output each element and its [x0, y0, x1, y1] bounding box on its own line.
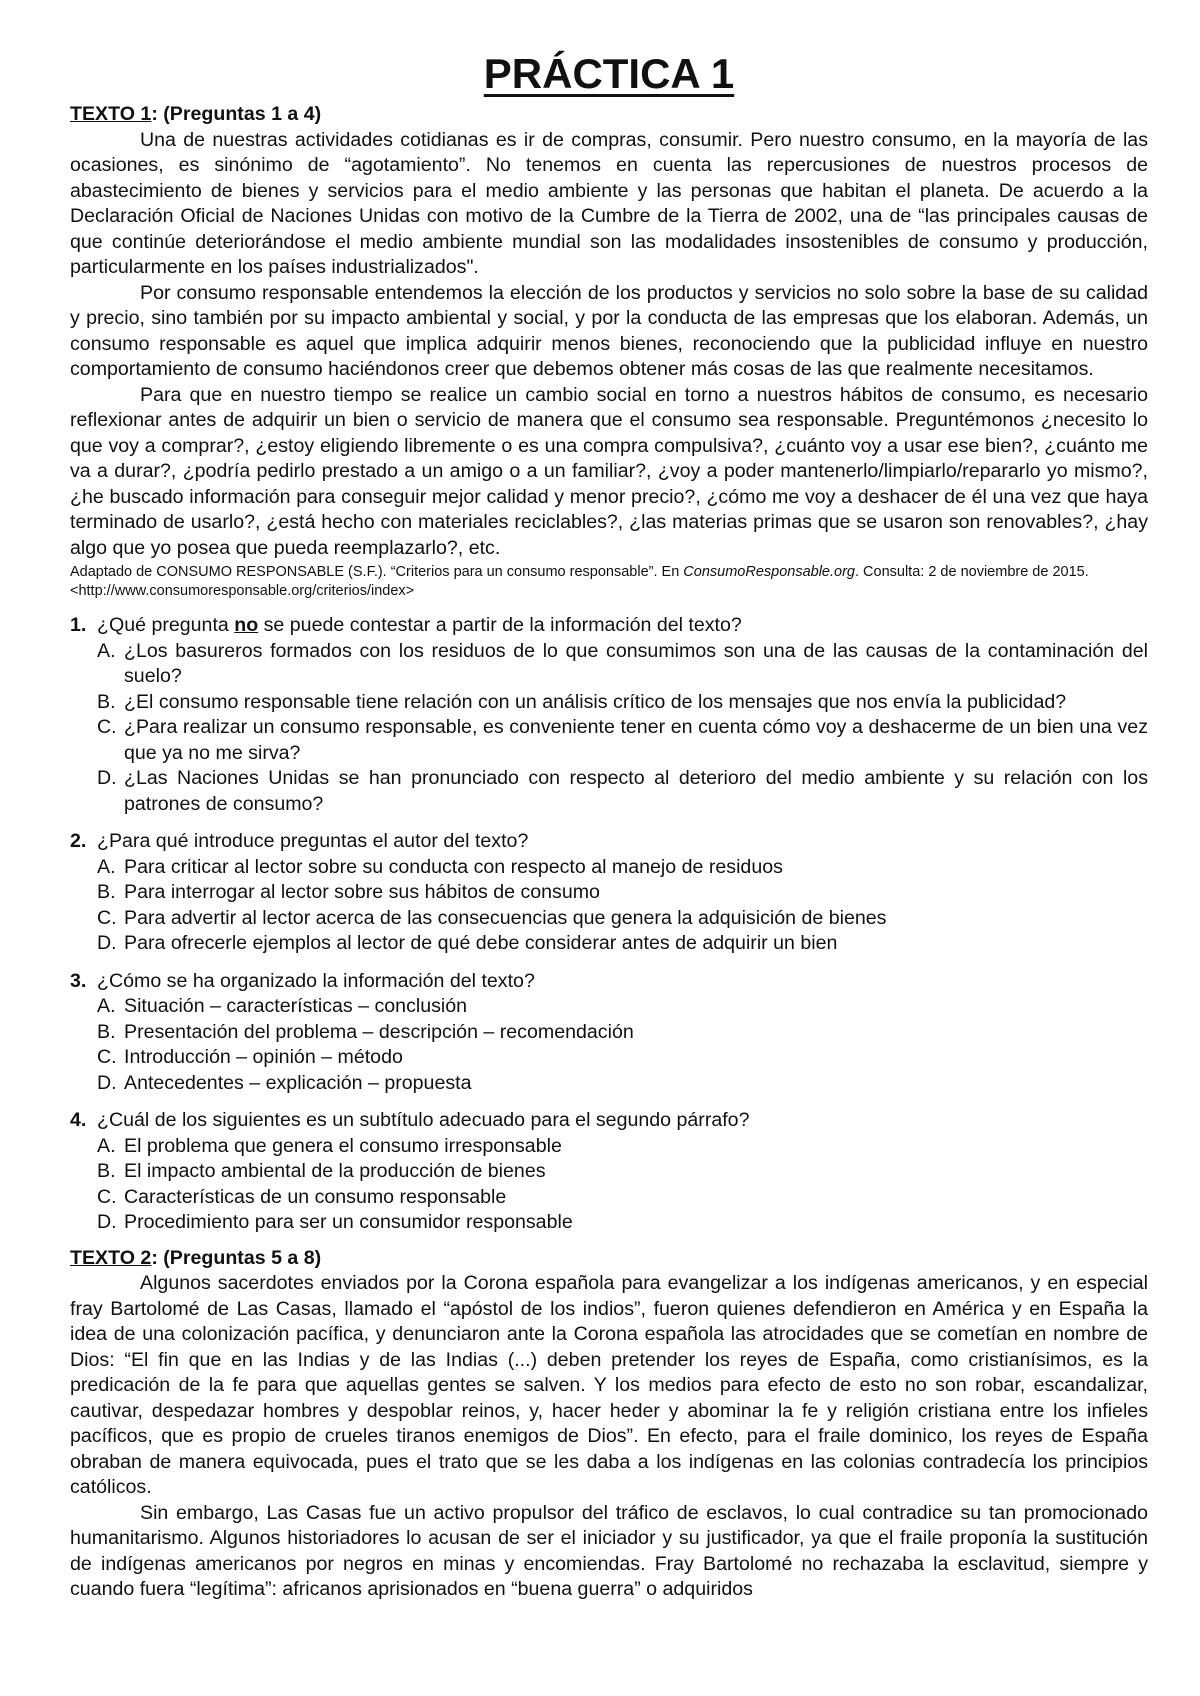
texto2-label: TEXTO 2	[70, 1246, 152, 1269]
question-number: 1.	[70, 614, 87, 636]
option-c: C. Características de un consumo responsable	[97, 1185, 507, 1208]
question-number: 4.	[70, 1109, 87, 1131]
texto1-range: : (Preguntas 1 a 4)	[151, 103, 322, 125]
question-4	[70, 1108, 1148, 1236]
texto1-paragraph: Una de nuestras actividades cotidianas es ir de compras, consumir. Pero nuestro consumo, en la mayoría de las ocasiones, es sinónimo de “agotamiento”. No tenemos en cuenta las repercusiones de nuestros procesos de abastecimiento de bienes y servicios para el medio ambiente y las personas que habitan el planeta. De acuerdo a la Declaración Oficial de Naciones Unidas con motivo de la Cumbre de la Tierra de 2002, una de “las principales causas de que continúe deteriorándose el medio ambiente mundial son las modalidades insostenibles de consumo y producción, particularmente en los países industrializados".	[70, 128, 1148, 278]
question-number: 3.	[70, 969, 87, 992]
option-d: D. Procedimiento para ser un consumidor responsable	[97, 1211, 573, 1233]
option-a: A. El problema que genera el consumo irresponsable	[97, 1134, 562, 1157]
option-b: B. ¿El consumo responsable tiene relación con un análisis crítico de los mensajes que nos envía la publicidad?	[97, 690, 1067, 713]
question-text: ¿Qué pregunta no se puede contestar a partir de la información del texto?	[97, 614, 742, 636]
option-d: D. ¿Las Naciones Unidas se han pronunciado con respecto al deterioro del medio ambiente y su relación con los patrones de consumo?	[97, 767, 1148, 815]
texto1-heading	[70, 102, 1148, 128]
question-number: 2.	[70, 830, 87, 852]
texto1-paragraph: Para que en nuestro tiempo se realice un cambio social en torno a nuestros hábitos de consumo, es necesario reflexionar antes de adquirir un bien o servicio de manera que el consumo sea responsable. Preguntémonos ¿necesito lo que voy a comprar?, ¿estoy eligiendo libremente o es una compra compulsiva?, ¿cuánto voy a usar ese bien?, ¿cuánto me va a durar?, ¿podría pedirlo prestado a un amigo o a un familiar?, ¿voy a poder mantenerlo/limpiarlo/repararlo yo mismo?, ¿he buscado información para conseguir mejor calidad y menor precio?, ¿cómo me voy a deshacer de él una vez que haya terminado de usarlo?, ¿está hecho con materiales reciclables?, ¿las materias primas que se usaron son renovables?, ¿hay algo que yo posea que pueda reemplazarlo?, etc.	[70, 383, 1148, 559]
texto1-paragraph: Por consumo responsable entendemos la elección de los productos y servicios no solo sobre la base de su calidad y precio, sino también por su impacto ambiental y social, y por la conducta de las empresas que los elaboran. Además, un consumo responsable es aquel que implica adquirir menos bienes, reconociendo que la publicidad influye en nuestro comportamiento de consumo haciéndonos creer que debemos obtener más cosas de las que realmente necesitamos.	[70, 281, 1148, 380]
option-c: C. ¿Para realizar un consumo responsable, es conveniente tener en cuenta cómo voy a deshacerme de un bien una vez que ya no me sirva?	[97, 716, 1148, 764]
option-c: C. Introducción – opinión – método	[97, 1046, 403, 1068]
texto2-paragraph: Algunos sacerdotes enviados por la Corona española para evangelizar a los indígenas americanos, y en especial fray Bartolomé de Las Casas, llamado el “apóstol de los indios”, fueron quienes defendieron en América y en España la idea de una colonización pacífica, y denunciaron ante la Corona española las atrocidades que se cometían en nombre de Dios: “El fin que en las Indias y de las Indias (...) deben pretender los reyes de España, como cristianísimos, es la predicación de la fe para que aquellas gentes se salven. Y los medios para efecto de esto no son robar, escandalizar, cautivar, despedazar hombres y despoblar reinos, y, hacer heder y abominar la fe y religión cristiana entre los infieles pacíficos, que es propio de crueles tiranos enemigos de Dios”. En efecto, para el fraile dominico, los reyes de España obraban de manera equivocada, pues el trato que se les daba a los indígenas en las colonias contradecía los principios católicos.	[70, 1272, 1148, 1498]
option-a: A. ¿Los basureros formados con los residuos de lo que consumimos son una de las causas de la contaminación del suelo?	[97, 639, 1148, 687]
texto2-heading	[70, 1246, 1148, 1272]
texto1-label: TEXTO 1	[70, 103, 152, 125]
option-c: C. Para advertir al lector acerca de las consecuencias que genera la adquisición de bienes	[97, 906, 887, 929]
question-3	[70, 969, 1148, 1097]
emphasis-no: no	[234, 614, 259, 636]
source-site: ConsumoResponsable.org	[683, 564, 855, 580]
texto2-paragraph: Sin embargo, Las Casas fue un activo propulsor del tráfico de esclavos, lo cual contradice su tan promocionado humanitarismo. Algunos historiadores lo acusan de ser el iniciador y su justificador, ya que el fraile proponía la sustitución de indígenas americanos por negros en minas y encomiendas. Fray Bartolomé no rechazaba la esclavitud, siempre y cuando fuera “legítima”: africanos aprisionados en “buena guerra” o adquiridos	[70, 1501, 1148, 1600]
option-b: B. Para interrogar al lector sobre sus hábitos de consumo	[97, 881, 600, 903]
question-text: ¿Cuál de los siguientes es un subtítulo adecuado para el segundo párrafo?	[97, 1109, 750, 1131]
option-a: A. Situación – características – conclusión	[97, 995, 468, 1017]
page-title: PRÁCTICA 1	[483, 50, 735, 97]
option-b: B. Presentación del problema – descripción – recomendación	[97, 1020, 634, 1043]
texto1-source: Adaptado de CONSUMO RESPONSABLE (S.F.). “Criterios para un consumo responsable”. En ConsumoResponsable.org. Consulta: 2 de noviembre de 2015. <http://www.consumoresponsable.org/criterios/index>	[70, 564, 1089, 599]
option-b: B. El impacto ambiental de la producción de bienes	[97, 1160, 546, 1182]
option-d: D. Antecedentes – explicación – propuesta	[97, 1071, 472, 1094]
option-a: A. Para criticar al lector sobre su conducta con respecto al manejo de residuos	[97, 855, 783, 878]
question-1	[70, 613, 1148, 817]
question-text: ¿Para qué introduce preguntas el autor del texto?	[97, 830, 529, 852]
texto2-range: : (Preguntas 5 a 8)	[151, 1246, 322, 1269]
option-d: D. Para ofrecerle ejemplos al lector de qué debe considerar antes de adquirir un bien	[97, 932, 838, 954]
question-text: ¿Cómo se ha organizado la información del texto?	[97, 969, 535, 992]
document-page	[70, 48, 1148, 1603]
question-2	[70, 829, 1148, 957]
